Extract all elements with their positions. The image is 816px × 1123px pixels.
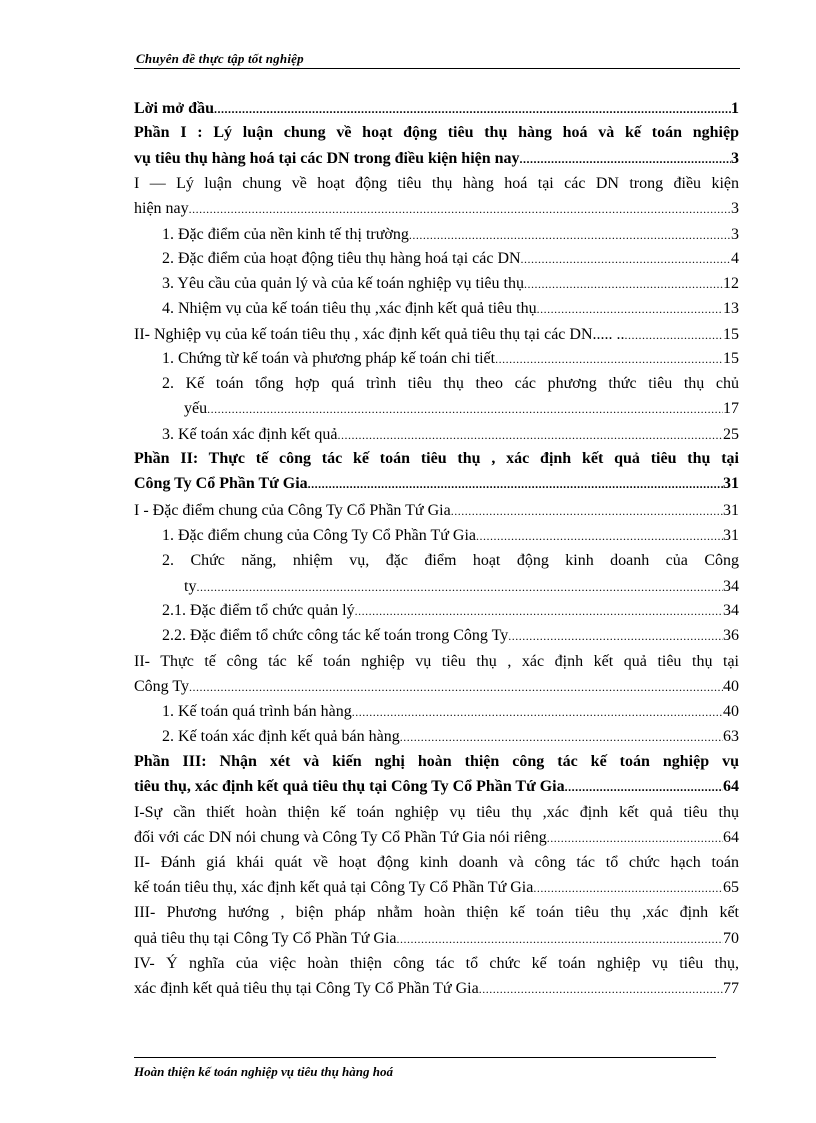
toc-entry-text: ty	[184, 578, 197, 595]
toc-dot-leader	[355, 599, 723, 623]
toc-entry	[134, 397, 739, 421]
toc-dot-leader	[308, 472, 723, 496]
toc-entry-text: I-Sự cần thiết hoàn thiện kế toán nghiệp vụ tiêu thụ ,xác định kết quả tiêu thụ	[134, 804, 739, 821]
toc-entry	[134, 549, 739, 573]
toc-page-number: 31	[723, 527, 739, 544]
toc-entry	[134, 775, 739, 799]
toc-entry	[134, 952, 739, 976]
toc-dot-leader	[547, 826, 723, 850]
toc-entry-text: kế toán tiêu thụ, xác định kết quả tại Công Ty Cổ Phần Tứ Gia	[134, 879, 534, 896]
header-title: Chuyên đề thực tập tốt nghiệp	[136, 51, 304, 66]
toc-entry	[134, 147, 739, 171]
toc-dot-leader	[189, 675, 723, 699]
toc-page-number: 4	[731, 250, 739, 267]
toc-page-number: 15	[723, 350, 739, 367]
toc-entry	[134, 372, 739, 396]
toc-dot-leader	[397, 927, 724, 951]
toc-dot-leader	[189, 197, 731, 221]
toc-dot-leader	[352, 700, 723, 724]
toc-entry-text: IV- Ý nghĩa của việc hoàn thiện công tác tổ chức kế toán nghiệp vụ tiêu thụ,	[134, 955, 739, 972]
toc-entry-text: 4. Nhiệm vụ của kế toán tiêu thụ ,xác định kết quả tiêu thụ	[162, 300, 537, 317]
toc-entry-text: I - Đặc điểm chung của Công Ty Cổ Phần Tứ Gia	[134, 502, 451, 519]
toc-page-number: 15	[723, 326, 739, 343]
toc-entry	[134, 725, 739, 749]
toc-entry-text: Phần I : Lý luận chung về hoạt động tiêu thụ hàng hoá và kế toán nghiệp	[134, 124, 739, 141]
toc-entry	[134, 675, 739, 699]
toc-entry	[134, 851, 739, 875]
toc-page-number: 25	[723, 426, 739, 443]
toc-entry-text: hiện nay	[134, 200, 189, 217]
toc-entry-text: 1. Kế toán quá trình bán hàng	[162, 703, 352, 720]
toc-entry	[134, 499, 739, 523]
toc-dot-leader	[338, 423, 724, 447]
toc-entry-text: 1. Đặc điểm của nền kinh tế thị trường	[162, 226, 409, 243]
toc-dot-leader	[520, 147, 731, 171]
toc-entry	[134, 599, 739, 623]
toc-page-number: 13	[723, 300, 739, 317]
toc-entry	[134, 575, 739, 599]
toc-entry	[134, 901, 739, 925]
toc-entry-text: III- Phương hướng , biện pháp nhằm hoàn thiện kế toán tiêu thụ ,xác định kết	[134, 904, 739, 921]
toc-entry-text: I — Lý luận chung về hoạt động tiêu thụ hàng hoá tại các DN trong điều kiện	[134, 175, 739, 192]
toc-entry	[134, 97, 739, 121]
toc-entry-text: 2.1. Đặc điểm tổ chức quản lý	[162, 602, 355, 619]
toc-entry	[134, 876, 739, 900]
toc-entry	[134, 472, 739, 496]
toc-entry-text: 3. Kế toán xác định kết quả	[162, 426, 338, 443]
toc-entry	[134, 700, 739, 724]
toc-entry-text: vụ tiêu thụ hàng hoá tại các DN trong điều kiện hiện nay	[134, 150, 520, 167]
footer-title: Hoàn thiện kế toán nghiệp vụ tiêu thụ hàng hoá	[134, 1064, 393, 1079]
toc-entry	[134, 347, 739, 371]
toc-entry	[134, 272, 739, 296]
toc-entry-text: II- Nghiệp vụ của kế toán tiêu thụ , xác định kết quả tiêu thụ tại các DN..... ..	[134, 326, 625, 343]
toc-entry	[134, 197, 739, 221]
toc-dot-leader	[214, 97, 731, 121]
toc-page-number: 17	[723, 400, 739, 417]
toc-dot-leader	[196, 575, 723, 599]
toc-entry-text: 1. Chứng từ kế toán và phương pháp kế toán chi tiết	[162, 350, 496, 367]
toc-entry	[134, 297, 739, 321]
toc-entry-text: Lời mở đầu	[134, 100, 214, 117]
toc-entry	[134, 927, 739, 951]
toc-entry-text: Phần III: Nhận xét và kiến nghị hoàn thiện công tác kế toán nghiệp vụ	[134, 753, 739, 770]
toc-entry	[134, 447, 739, 471]
toc-dot-leader	[565, 775, 723, 799]
toc-entry-text: II- Thực tế công tác kế toán nghiệp vụ tiêu thụ , xác định kết quả tiêu thụ tại	[134, 653, 739, 670]
toc-page-number: 77	[723, 980, 739, 997]
toc-dot-leader	[537, 297, 723, 321]
toc-entry-text: quả tiêu thụ tại Công Ty Cổ Phần Tứ Gia	[134, 930, 397, 947]
toc-entry-text: Phần II: Thực tế công tác kế toán tiêu thụ , xác định kết quả tiêu thụ tại	[134, 450, 739, 467]
toc-page-number: 31	[723, 475, 739, 492]
toc-dot-leader	[495, 347, 723, 371]
toc-page-number: 12	[723, 275, 739, 292]
toc-entry	[134, 650, 739, 674]
toc-dot-leader	[508, 624, 723, 648]
toc-dot-leader	[409, 223, 731, 247]
toc-page-number: 63	[723, 728, 739, 745]
toc-entry	[134, 624, 739, 648]
toc-entry-text: 2. Chức năng, nhiệm vụ, đặc điểm hoạt động kinh doanh của Công	[162, 552, 739, 569]
toc-entry	[134, 826, 739, 850]
toc-entry-text: 2.2. Đặc điểm tổ chức công tác kế toán trong Công Ty	[162, 627, 509, 644]
toc-entry-text: yếu	[184, 400, 208, 417]
toc-entry-text: II- Đánh giá khái quát về hoạt động kinh doanh và công tác tổ chức hạch toán	[134, 854, 739, 871]
toc-entry	[134, 750, 739, 774]
toc-dot-leader	[533, 876, 723, 900]
toc-dot-leader	[451, 499, 723, 523]
toc-dot-leader	[400, 725, 723, 749]
toc-dot-leader	[479, 977, 723, 1001]
toc-entry	[134, 172, 739, 196]
toc-page-number: 36	[723, 627, 739, 644]
toc-entry-text: 2. Đặc điểm của hoạt động tiêu thụ hàng hoá tại các DN	[162, 250, 521, 267]
toc-entry-text: xác định kết quả tiêu thụ tại Công Ty Cổ Phần Tứ Gia	[134, 980, 479, 997]
page-header	[134, 50, 740, 69]
toc-entry	[134, 977, 739, 1001]
toc-entry-text: 2. Kế toán tổng hợp quá trình tiêu thụ theo các phương thức tiêu thụ chủ	[162, 375, 739, 392]
toc-entry-text: 2. Kế toán xác định kết quả bán hàng	[162, 728, 400, 745]
toc-entry-text: Công Ty Cổ Phần Tứ Gia	[134, 475, 308, 492]
toc-entry	[134, 801, 739, 825]
toc-page-number: 40	[723, 703, 739, 720]
toc-page-number: 40	[723, 678, 739, 695]
toc-entry	[134, 323, 739, 347]
toc-entry	[134, 223, 739, 247]
toc-entry	[134, 524, 739, 548]
toc-dot-leader	[625, 323, 723, 347]
toc-entry	[134, 423, 739, 447]
toc-dot-leader	[521, 247, 731, 271]
toc-entry-text: 1. Đặc điểm chung của Công Ty Cổ Phần Tứ Gia	[162, 527, 477, 544]
toc-entry-text: 3. Yêu cầu của quản lý và của kế toán nghiệp vụ tiêu thụ	[162, 275, 524, 292]
toc-page-number: 3	[731, 226, 739, 243]
toc-page-number: 34	[723, 602, 739, 619]
toc-page-number: 1	[731, 100, 739, 117]
toc-page-number: 70	[723, 930, 739, 947]
toc-entry	[134, 247, 739, 271]
toc-dot-leader	[207, 397, 723, 421]
toc-page-number: 31	[723, 502, 739, 519]
toc-dot-leader	[524, 272, 723, 296]
toc-page-number: 34	[723, 578, 739, 595]
toc-entry-text: tiêu thụ, xác định kết quả tiêu thụ tại Công Ty Cổ Phần Tứ Gia	[134, 778, 565, 795]
toc-page-number: 3	[731, 150, 739, 167]
toc-page-number: 64	[723, 778, 739, 795]
toc-entry-text: Công Ty	[134, 678, 190, 695]
toc-dot-leader	[476, 524, 723, 548]
toc-page-number: 64	[723, 829, 739, 846]
toc-page-number: 3	[731, 200, 739, 217]
toc-entry	[134, 121, 739, 145]
page-footer	[134, 1057, 716, 1079]
toc-entry-text: đối với các DN nói chung và Công Ty Cổ Phần Tứ Gia nói riêng	[134, 829, 547, 846]
toc-page-number: 65	[723, 879, 739, 896]
